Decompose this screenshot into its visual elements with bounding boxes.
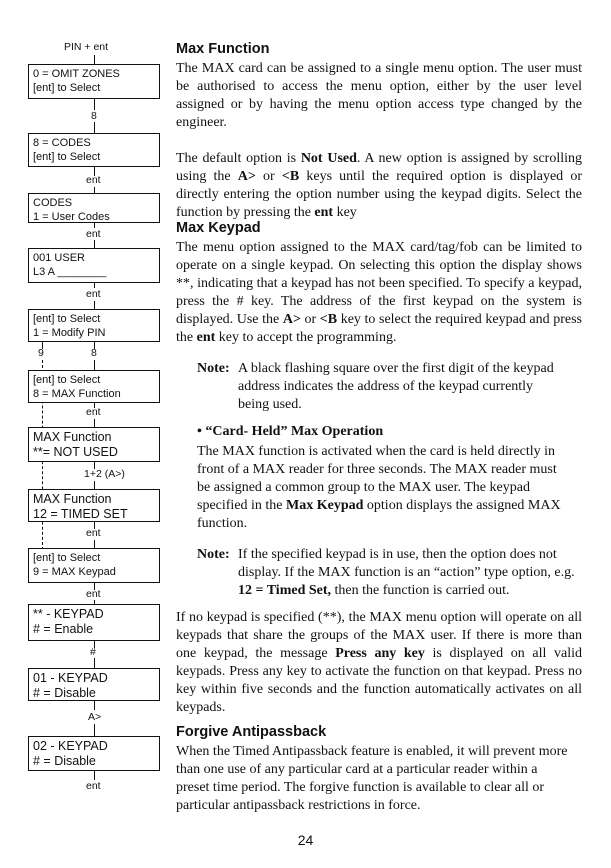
max-keypad-section xyxy=(176,219,582,347)
max-function-para1: The MAX card can be assigned to a single menu option. The user must be authorised to access the menu option, either by the user level assigned or by having the menu option access type changed by the engineer. xyxy=(176,61,582,130)
connector-label: 9 xyxy=(38,347,44,359)
max-function-heading: Max Function xyxy=(176,41,270,57)
max-function-section xyxy=(176,40,582,222)
menu-box-modify-pin: [ent] to Select 1 = Modify PIN xyxy=(28,309,160,342)
connector-label: 8 xyxy=(91,347,97,359)
menu-box-max-function-select: [ent] to Select 8 = MAX Function xyxy=(28,370,160,403)
menu-box-user-codes: CODES 1 = User Codes xyxy=(28,193,160,223)
flow-start-label: PIN + ent xyxy=(64,41,109,53)
menu-box-omit-zones: 0 = OMIT ZONES [ent] to Select xyxy=(28,64,160,99)
menu-box-keypad-01: 01 - KEYPAD # = Disable xyxy=(28,668,160,701)
connector-label: # xyxy=(90,646,96,658)
connector-label: ent xyxy=(86,588,101,600)
page-number: 24 xyxy=(297,832,314,848)
max-keypad-heading: Max Keypad xyxy=(176,220,261,236)
note-black-square: Note: A black flashing square over the first digit of the keypad address indicates the address of the keypad currently being used. xyxy=(197,361,554,412)
connector-label: A> xyxy=(88,711,102,723)
connector-label: ent xyxy=(86,228,101,240)
forgive-heading: Forgive Antipassback xyxy=(176,724,327,740)
forgive-para: When the Timed Antipassback feature is enabled, it will prevent more than one use of any particular card at a particular reader within a preset time period. The forgive function is available to clear all or particular antipassback restrictions in force. xyxy=(176,744,568,813)
connector-label: ent xyxy=(86,288,101,300)
max-keypad-para: The menu option assigned to the MAX card/tag/fob can be limited to operate on a single keypad. On selecting this option the display shows **, indicating that a keypad has not been specified. To specify a keypad, press the # key. The address of the first keypad on the system is displayed. Use the A> or <B key to select the required keypad and press the ent key to accept the programming. xyxy=(176,240,583,345)
connector-label: ent xyxy=(86,406,101,418)
connector-label: ent xyxy=(86,527,101,539)
menu-box-max-function-timed-set: MAX Function 12 = TIMED SET xyxy=(28,489,160,522)
connector-label: ent xyxy=(86,780,101,792)
card-held-section xyxy=(197,423,573,533)
no-keypad-para: If no keypad is specified (**), the MAX menu option will operate on all keypads that share the groups of the MAX user. If there is more than one keypad, the message Press any key is displayed on all valid keypads. Press any key to activate the function on that keypad. Press no key within five seconds and the function automatically activates on all keypads. xyxy=(176,610,582,715)
menu-box-max-keypad: [ent] to Select 9 = MAX Keypad xyxy=(28,548,160,583)
menu-box-max-function-not-used: MAX Function **= NOT USED xyxy=(28,427,160,462)
flowchart xyxy=(0,0,170,868)
menu-box-user: 001 USER L3 A ________ xyxy=(28,248,160,283)
connector-label: ent xyxy=(86,174,101,186)
card-held-heading: • “Card- Held” Max Operation xyxy=(197,424,384,439)
connector-label: 8 xyxy=(91,110,97,122)
note-keypad-in-use: Note: If the specified keypad is in use, then the option does not display. If the MAX function is an “action” type option, e.g. 12 = Timed Set, then the function is carried out. xyxy=(197,547,575,598)
menu-box-keypad-enable: ** - KEYPAD # = Enable xyxy=(28,604,160,641)
menu-box-keypad-02: 02 - KEYPAD # = Disable xyxy=(28,736,160,771)
forgive-section xyxy=(176,723,582,815)
menu-box-codes: 8 = CODES [ent] to Select xyxy=(28,133,160,167)
connector-label: 1+2 (A>) xyxy=(84,468,125,480)
max-function-para2: The default option is Not Used. A new option is assigned by scrolling using the A> or <B keys until the required option is displayed or directly entering the option number using the keypad digits. Select the function by pressing the ent key xyxy=(176,151,582,220)
card-held-para: The MAX function is activated when the card is held directly in front of a MAX reader for three seconds. The MAX reader must be assigned a common group to the MAX user. The keypad specified in the Max Keypad option displays the assigned MAX function. xyxy=(197,444,561,531)
